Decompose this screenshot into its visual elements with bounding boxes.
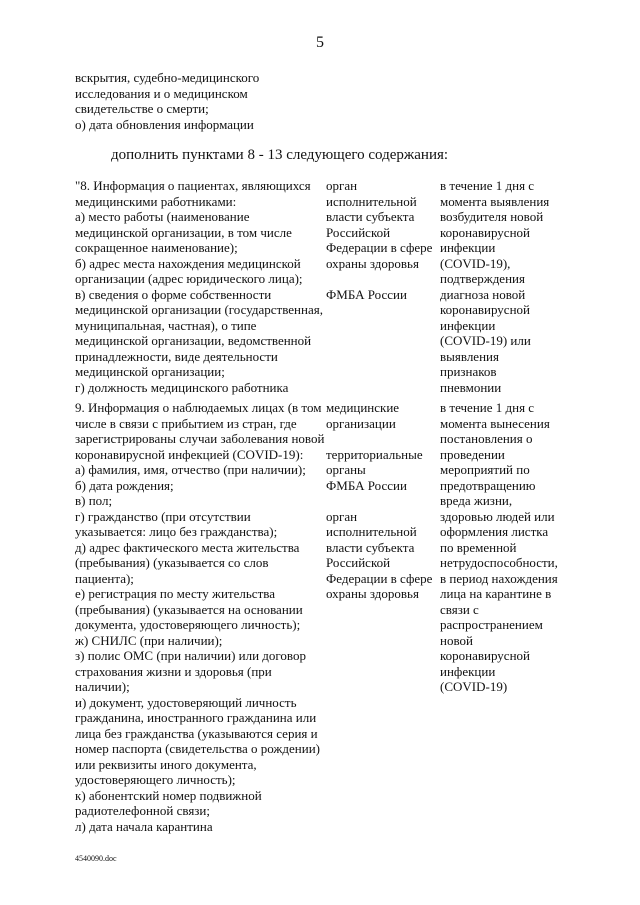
item9-info-line: а) фамилия, имя, отчество (при наличии);: [75, 462, 306, 477]
item9-info-line: радиотелефонной связи;: [75, 803, 211, 818]
item8-info-line: принадлежности, виде деятельности: [75, 348, 278, 364]
item8-info-line: а) место работы (наименование: [75, 209, 250, 224]
item9-org-line: орган: [326, 508, 358, 524]
item8-org-line: исполнительной: [326, 193, 417, 209]
item8-info-line: муниципальная, частная), о типе: [75, 317, 257, 333]
item8-info-line: медицинской организации, в том числе: [75, 224, 292, 240]
item9-info-line: в) пол;: [75, 493, 113, 508]
addition-heading: дополнить пунктами 8 - 13 следующего содержания:: [111, 147, 449, 163]
item9-term-line: инфекции: [440, 663, 496, 679]
item8-responsible-bodies: [326, 178, 432, 302]
item9-org-line: территориальные: [326, 446, 423, 462]
item8-info-line: "8. Информация о пациентах, являющихся: [75, 178, 311, 193]
item8-org-line: орган: [326, 178, 358, 193]
item9-info-line: л) дата начала карантина: [75, 818, 213, 834]
item8-term-line: подтверждения: [440, 271, 525, 286]
item9-info-line: 9. Информация о наблюдаемых лицах (в том: [75, 400, 322, 415]
item9-info-line: числе в связи с прибытием из стран, где: [75, 415, 297, 431]
item9-info-line: пациента);: [75, 570, 134, 586]
item8-term-line: коронавирусной: [440, 224, 530, 240]
item9-info-line: (пребывания) (указывается со слов: [75, 555, 269, 570]
item9-org-line: ФМБА России: [326, 477, 407, 493]
item9-info-line: удостоверяющего личность);: [75, 772, 236, 787]
item8-org-line: охраны здоровья: [326, 255, 419, 271]
item9-info-line: и) документ, удостоверяющий личность: [75, 694, 297, 710]
item9-info-line: е) регистрация по месту жительства: [75, 586, 275, 601]
item9-org-line: организации: [326, 415, 396, 431]
item8-term-line: признаков: [440, 364, 497, 379]
item8-term-line: (COVID-19),: [440, 255, 511, 271]
item9-org-line: органы: [326, 462, 366, 477]
item8-term-line: момента выявления: [440, 193, 550, 209]
item9-org-line: исполнительной: [326, 524, 417, 539]
item8-org-line: Федерации в сфере: [326, 240, 433, 255]
item8-information: [75, 178, 323, 395]
item8-org-line: ФМБА России: [326, 286, 407, 302]
intro-line: о) дата обновления информации: [75, 116, 254, 132]
item9-term-line: здоровью людей или: [440, 508, 555, 524]
item9-term-line: предотвращению: [440, 477, 536, 493]
item8-term-line: пневмонии: [440, 379, 502, 395]
item9-info-line: номер паспорта (свидетельства о рождении): [75, 741, 320, 756]
intro-paragraph: [75, 70, 259, 132]
item9-term-line: по временной: [440, 539, 517, 555]
item9-info-line: страхования жизни и здоровья (при: [75, 663, 272, 679]
item9-term-line: новой: [440, 632, 473, 648]
item8-info-line: медицинской организации, ведомственной: [75, 333, 312, 348]
item9-term-line: связи с: [440, 601, 479, 617]
item8-term-line: выявления: [440, 348, 499, 364]
item9-info-line: г) гражданство (при отсутствии: [75, 508, 251, 524]
document-filename: 4540090.doc: [75, 854, 117, 863]
item9-term-line: мероприятий по: [440, 462, 530, 477]
item9-term-line: лица на карантине в: [440, 586, 552, 601]
item9-info-line: зарегистрированы случаи заболевания новой: [75, 431, 325, 446]
item9-info-line: (пребывания) (указывается на основании: [75, 601, 303, 617]
item9-org-line: власти субъекта: [326, 539, 415, 555]
item9-responsible-bodies: [326, 400, 432, 602]
item9-information: [75, 400, 324, 834]
item9-term-line: проведении: [440, 446, 505, 462]
item8-info-line: сокращенное наименование);: [75, 240, 238, 255]
item9-term-line: в течение 1 дня с: [440, 400, 535, 415]
item9-term-line: коронавирусной: [440, 648, 530, 663]
item9-info-line: указывается: лицо без гражданства);: [75, 524, 278, 539]
item9-term-line: распространением: [440, 617, 543, 632]
item8-info-line: г) должность медицинского работника: [75, 379, 289, 395]
item8-term-line: (COVID-19) или: [440, 333, 531, 348]
item9-term-line: нетрудоспособности,: [440, 555, 558, 570]
item9-info-line: или реквизиты иного документа,: [75, 756, 257, 772]
item8-info-line: б) адрес места нахождения медицинской: [75, 255, 301, 271]
item9-deadline: [440, 400, 558, 695]
item9-org-line: охраны здоровья: [326, 586, 419, 601]
item9-term-line: вреда жизни,: [440, 493, 513, 508]
intro-line: вскрытия, судебно-медицинского: [75, 70, 260, 85]
item9-info-line: коронавирусной инфекцией (COVID-19):: [75, 446, 304, 462]
spacer: [326, 271, 432, 287]
item9-info-line: гражданина, иностранного гражданина или: [75, 710, 317, 725]
item8-deadline: [440, 178, 549, 395]
item9-org-line: медицинские: [326, 400, 400, 415]
item8-term-line: инфекции: [440, 317, 496, 333]
item9-info-line: наличии);: [75, 679, 130, 694]
item8-info-line: медицинской организации (государственная,: [75, 302, 323, 317]
item9-org-line: Российской: [326, 555, 391, 570]
item8-org-line: власти субъекта: [326, 209, 415, 224]
item9-term-line: (COVID-19): [440, 679, 508, 694]
item9-info-line: ж) СНИЛС (при наличии);: [75, 632, 223, 648]
item9-term-line: оформления листка: [440, 524, 549, 539]
item9-info-line: д) адрес фактического места жительства: [75, 539, 300, 555]
item9-term-line: постановления о: [440, 431, 533, 446]
item9-term-line: момента вынесения: [440, 415, 550, 431]
spacer: [326, 431, 432, 447]
spacer: [326, 493, 432, 509]
item8-term-line: в течение 1 дня с: [440, 178, 535, 193]
page-number: 5: [316, 34, 324, 51]
item8-info-line: организации (адрес юридического лица);: [75, 271, 303, 286]
item9-info-line: к) абонентский номер подвижной: [75, 787, 262, 803]
item9-info-line: лица без гражданства (указываются серия и: [75, 725, 318, 741]
item8-term-line: коронавирусной: [440, 302, 530, 317]
item8-org-line: Российской: [326, 224, 391, 240]
item8-term-line: диагноза новой: [440, 286, 526, 302]
item8-term-line: возбудителя новой: [440, 209, 544, 224]
item8-info-line: медицинской организации;: [75, 364, 225, 379]
intro-line: свидетельстве о смерти;: [75, 101, 209, 116]
item8-info-line: в) сведения о форме собственности: [75, 286, 272, 302]
item8-info-line: медицинскими работниками:: [75, 193, 237, 209]
item9-info-line: документа, удостоверяющего личность);: [75, 617, 301, 632]
item9-info-line: б) дата рождения;: [75, 477, 174, 493]
item9-org-line: Федерации в сфере: [326, 570, 433, 586]
intro-line: исследования и о медицинском: [75, 85, 248, 101]
item9-term-line: в период нахождения: [440, 570, 558, 586]
item8-term-line: инфекции: [440, 240, 496, 255]
item9-info-line: з) полис ОМС (при наличии) или договор: [75, 648, 306, 663]
